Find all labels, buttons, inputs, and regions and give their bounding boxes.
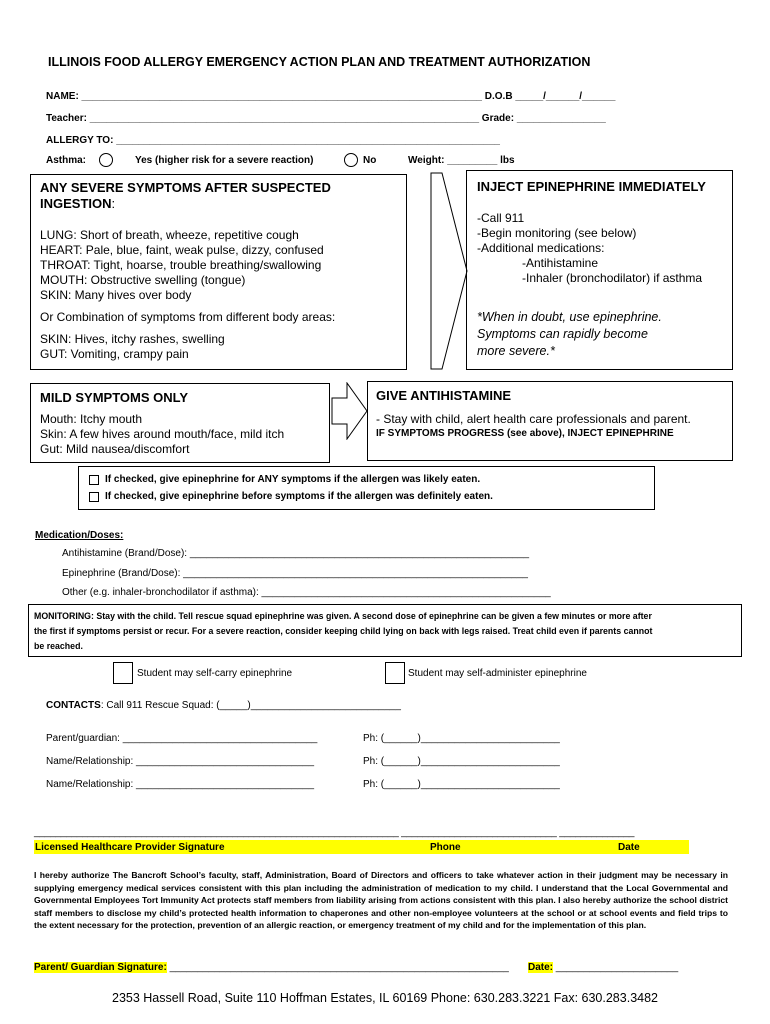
inject-title: INJECT EPINEPHRINE IMMEDIATELY bbox=[477, 179, 706, 194]
give-for-any-symptoms-checkbox[interactable] bbox=[89, 475, 99, 485]
asthma-label: Asthma: bbox=[46, 155, 87, 166]
authorization-paragraph: I hereby authorize The Bancroft School’s faculty, staff, Administration, Board of Directors and officers to take whatever action in their judgment may be necessary in supplying emergency medical services consistent with this plan including the administration of medication to my child. I understand that the Local Governmental and Governmental Employees Tort Immunity Act protects staff members from liability arising from actions consistent with this plan. I also hereby authorize the school district staff members to disclose my child’s protected health information to chaperones and other non-employee volunteers at the school or at school events and field trips to the extent necessary for the protection, prevention of an allergic reaction, or emergency treatment of my child and for the implementation of this plan. bbox=[34, 870, 728, 931]
self-carry-label: Student may self-carry epinephrine bbox=[137, 668, 293, 679]
provider-signature-label: Licensed Healthcare Provider Signature bbox=[35, 842, 225, 853]
give-antihistamine-box bbox=[367, 381, 733, 461]
self-administer-checkbox[interactable] bbox=[385, 662, 405, 684]
self-carry-checkbox[interactable] bbox=[113, 662, 133, 684]
right-arrow-icon bbox=[331, 382, 369, 440]
medication-doses-title: Medication/Doses: bbox=[35, 530, 124, 541]
inject-epinephrine-box bbox=[466, 170, 733, 370]
monitoring-line1: MONITORING: Stay with the child. Tell rescue squad epinephrine was given. A second dose of epinephrine can be given a few minutes or more after bbox=[34, 611, 652, 621]
parent-date-line[interactable]: Date: ______________________ bbox=[528, 962, 679, 973]
combo-label: Or Combination of symptoms from different body areas: bbox=[40, 310, 336, 324]
monitoring-line3: be reached. bbox=[34, 641, 83, 651]
give-before-symptoms-label: If checked, give epinephrine before symptoms if the allergen was definitely eaten. bbox=[105, 491, 493, 502]
epinephrine-dose-line[interactable]: Epinephrine (Brand/Dose): ______________________________________________________________ bbox=[62, 568, 528, 579]
mild-symptoms-box bbox=[30, 383, 330, 463]
antihistamine-progress-warning: IF SYMPTOMS PROGRESS (see above), INJECT EPINEPHRINE bbox=[376, 428, 674, 439]
allergy-line[interactable]: ALLERGY TO: _____________________________________________________________________ bbox=[46, 135, 500, 146]
contacts-rescue-line[interactable]: CONTACTS: Call 911 Rescue Squad: (_____)___________________________ bbox=[46, 700, 401, 711]
teacher-grade-line[interactable]: Teacher: ______________________________________________________________________ Grade: ________________ bbox=[46, 113, 606, 124]
severe-symptom-list: LUNG: Short of breath, wheeze, repetitive cough HEART: Pale, blue, faint, weak pulse, dizzy, confused THROAT: Tight, hoarse, trouble breathing/swallowing MOUTH: Obstructive swelling (tongue) SKIN: Many hives over body bbox=[40, 228, 324, 302]
self-administer-label: Student may self-administer epinephrine bbox=[408, 668, 587, 679]
weight-line[interactable]: Weight: _________ lbs bbox=[408, 155, 515, 166]
provider-date-label: Date bbox=[618, 842, 640, 853]
contact-relationship-line-2[interactable]: Name/Relationship: ________________________________ bbox=[46, 779, 315, 790]
mild-symptom-list: Mouth: Itchy mouth Skin: A few hives around mouth/face, mild itch Gut: Mild nausea/discomfort bbox=[40, 412, 285, 456]
mild-title: MILD SYMPTOMS ONLY bbox=[40, 390, 189, 405]
antihistamine-dose-line[interactable]: Antihistamine (Brand/Dose): _____________________________________________________________ bbox=[62, 548, 530, 559]
monitoring-box bbox=[28, 604, 742, 657]
give-before-symptoms-checkbox[interactable] bbox=[89, 492, 99, 502]
contact-phone-1[interactable]: Ph: (______)_________________________ bbox=[363, 756, 560, 767]
parent-guardian-phone[interactable]: Ph: (______)_________________________ bbox=[363, 733, 560, 744]
inject-note: *When in doubt, use epinephrine. Symptoms can rapidly become more severe.* bbox=[477, 310, 662, 358]
asthma-no-radio[interactable] bbox=[344, 153, 358, 167]
asthma-yes-radio[interactable] bbox=[99, 153, 113, 167]
contact-relationship-line-1[interactable]: Name/Relationship: ________________________________ bbox=[46, 756, 315, 767]
right-arrow-icon bbox=[430, 172, 470, 372]
antihistamine-instruction: - Stay with child, alert health care professionals and parent. bbox=[376, 412, 691, 426]
parent-guardian-line[interactable]: Parent/guardian: ___________________________________ bbox=[46, 733, 318, 744]
severe-title-line2: INGESTION: bbox=[40, 196, 116, 211]
antihistamine-title: GIVE ANTIHISTAMINE bbox=[376, 388, 512, 403]
other-medication-line[interactable]: Other (e.g. inhaler-bronchodilator if asthma): ____________________________________________________ bbox=[62, 587, 551, 598]
inject-additional-meds: -Antihistamine -Inhaler (bronchodilator) if asthma bbox=[522, 256, 703, 285]
severe-title-line1: ANY SEVERE SYMPTOMS AFTER SUSPECTED bbox=[40, 180, 331, 195]
page-title: ILLINOIS FOOD ALLERGY EMERGENCY ACTION PLAN AND TREATMENT AUTHORIZATION bbox=[48, 55, 591, 69]
severe-symptoms-box bbox=[30, 174, 407, 370]
asthma-no-label: No bbox=[363, 155, 377, 166]
name-dob-line[interactable]: NAME: ________________________________________________________________________ D.O.B _____/______/______ bbox=[46, 91, 616, 102]
combo-list: SKIN: Hives, itchy rashes, swelling GUT: Vomiting, crampy pain bbox=[40, 332, 225, 361]
inject-steps: -Call 911 -Begin monitoring (see below) -Additional medications: bbox=[477, 211, 637, 255]
monitoring-line2: the first if symptoms persist or recur. For a severe reaction, consider keeping child lying on back with legs raised. Treat child even if parents cannot bbox=[34, 626, 653, 636]
epinephrine-options-box bbox=[78, 466, 655, 510]
give-for-any-symptoms-label: If checked, give epinephrine for ANY symptoms if the allergen was likely eaten. bbox=[105, 474, 481, 485]
parent-signature-line[interactable]: Parent/ Guardian Signature: _____________________________________________________________ bbox=[34, 962, 509, 973]
contact-phone-2[interactable]: Ph: (______)_________________________ bbox=[363, 779, 560, 790]
provider-phone-label: Phone bbox=[430, 842, 461, 853]
footer-address: 2353 Hassell Road, Suite 110 Hoffman Estates, IL 60169 Phone: 630.283.3221 Fax: 630.283.3482 bbox=[112, 991, 658, 1005]
asthma-yes-label: Yes (higher risk for a severe reaction) bbox=[135, 155, 314, 166]
provider-signature-line[interactable]: ____________________________________________________________________ _____________________________ ______________ bbox=[34, 827, 635, 838]
